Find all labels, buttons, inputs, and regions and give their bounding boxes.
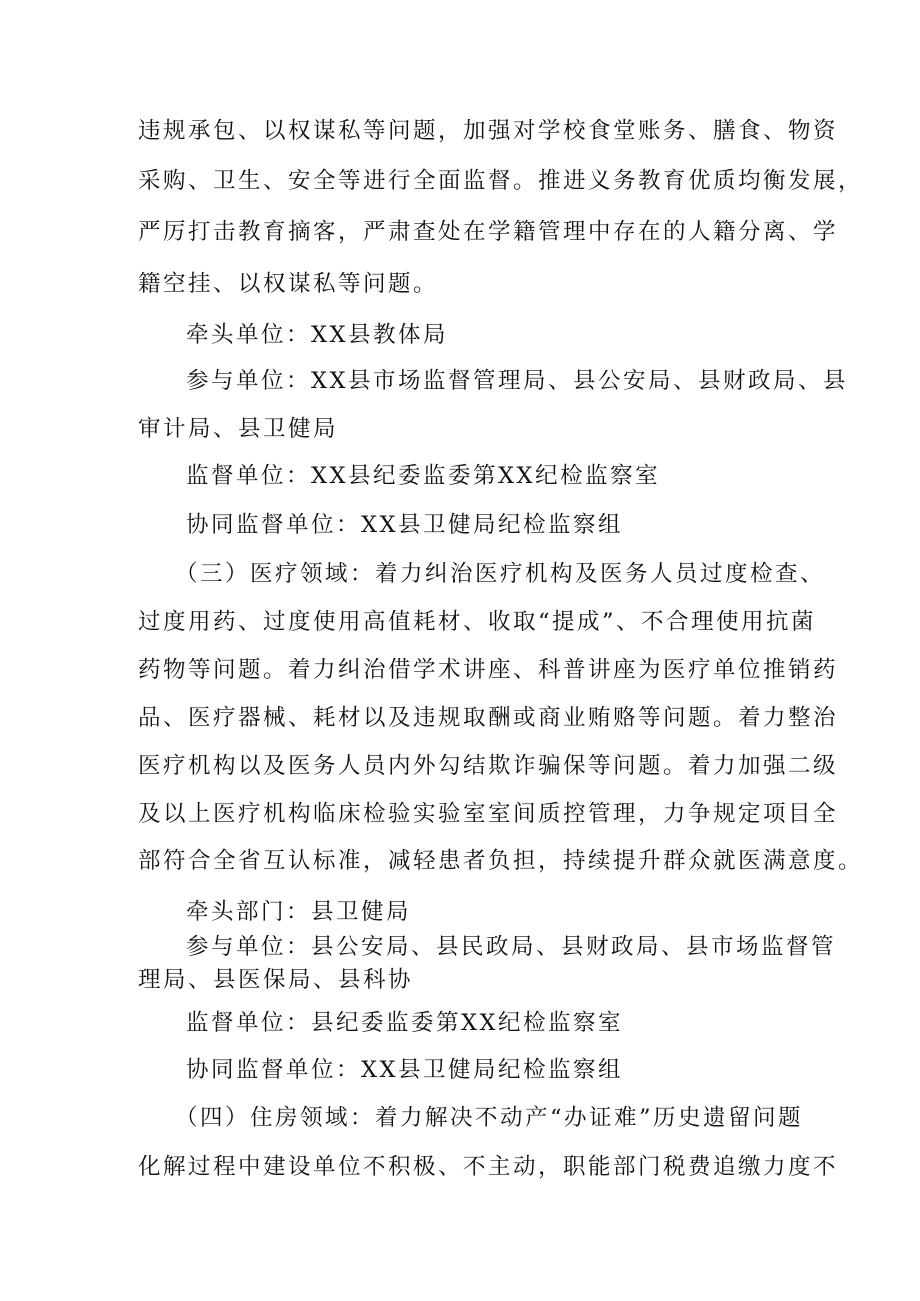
supervising-unit: 监督单位：XX县纪委监委第XX纪检监察室 — [186, 463, 661, 489]
collaborative-supervising-unit: 协同监督单位：XX县卫健局纪检监察组 — [186, 1057, 624, 1083]
text-line: 审计局、县卫健局 — [138, 416, 339, 442]
section-heading-housing: （四）住房领域：着力解决不动产“办证难”历史遗留问题 — [175, 1105, 804, 1131]
text-line: 违规承包、以权谋私等问题，加强对学校食堂账务、膳食、物资 — [138, 118, 839, 144]
text-line: 籍空挂、以权谋私等问题。 — [138, 271, 439, 297]
text-line: 医疗机构以及医务人员内外勾结欺诈骗保等问题。着力加强二级 — [138, 753, 839, 779]
text-line: 理局、县医保局、县科协 — [138, 967, 414, 993]
participating-units: 参与单位：县公安局、县民政局、县财政局、县市场监督管 — [186, 934, 837, 960]
text-line: 严厉打击教育摘客，严肃查处在学籍管理中存在的人籍分离、学 — [138, 219, 839, 245]
text-line: 部符合全省互认标准，减轻患者负担，持续提升群众就医满意度。 — [138, 848, 864, 874]
text-line: 药物等问题。着力纠治借学术讲座、科普讲座为医疗单位推销药 — [138, 657, 839, 683]
collaborative-supervising-unit: 协同监督单位：XX县卫健局纪检监察组 — [186, 512, 624, 538]
text-line: 过度用药、过度使用高值耗材、收取“提成”、不合理使用抗菌 — [138, 609, 817, 635]
supervising-unit: 监督单位：县纪委监委第XX纪检监察室 — [186, 1010, 624, 1036]
text-line: 品、医疗器械、耗材以及违规取酬或商业贿赂等问题。着力整治 — [138, 705, 839, 731]
text-line: 化解过程中建设单位不积极、不主动，职能部门税费追缴力度不 — [138, 1154, 839, 1180]
participating-units: 参与单位：XX县市场监督管理局、县公安局、县财政局、县 — [186, 368, 849, 394]
lead-unit-label: 牵头单位：XX县教体局 — [186, 322, 449, 348]
section-heading-medical: （三）医疗领域：着力纠治医疗机构及医务人员过度检查、 — [175, 561, 826, 587]
text-line: 及以上医疗机构临床检验实验室室间质控管理，力争规定项目全 — [138, 801, 839, 827]
lead-department-label: 牵头部门：县卫健局 — [186, 899, 412, 925]
text-line: 采购、卫生、安全等进行全面监督。推进义务教育优质均衡发展， — [138, 168, 864, 194]
